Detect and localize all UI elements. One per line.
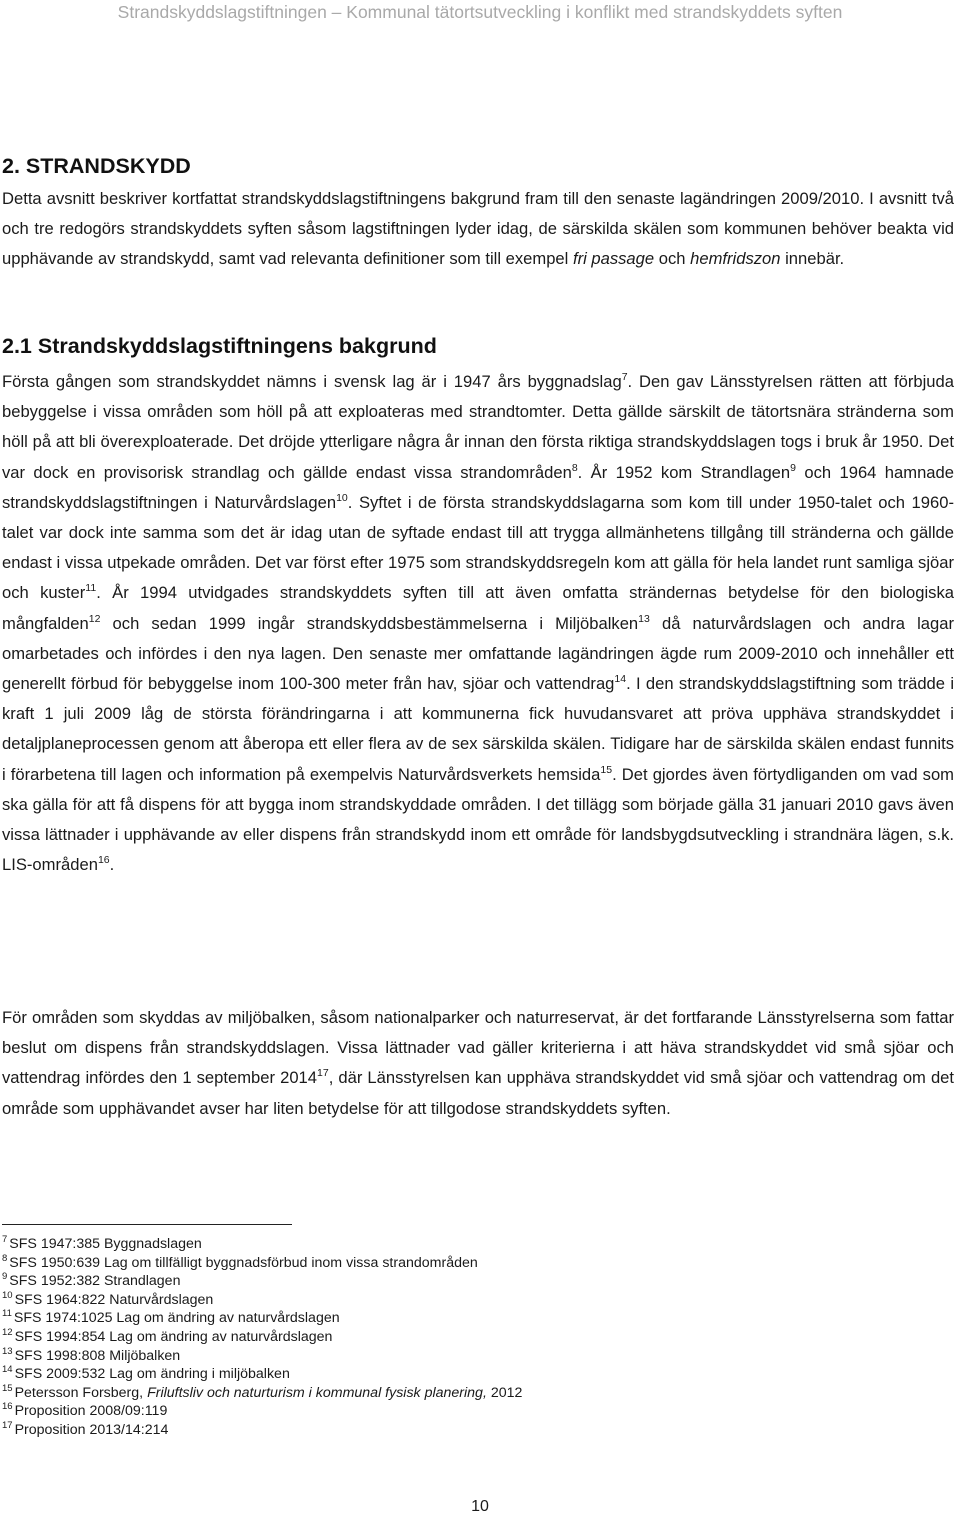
footnote-text: SFS 1994:854 Lag om ändring av naturvårdslagen (14, 1328, 333, 1345)
subsection-heading: 2.1 Strandskyddslagstiftningens bakgrund (2, 334, 437, 358)
footnote-number: 12 (2, 1326, 13, 1338)
footnote-number: 10 (2, 1289, 13, 1301)
footnote-ref[interactable]: 12 (88, 612, 101, 625)
footnote-ref[interactable]: 17 (317, 1067, 329, 1080)
footnote-number: 13 (2, 1345, 13, 1357)
footnote (2, 1421, 802, 1440)
footnote-divider (2, 1224, 292, 1225)
bg-text: och 1964 hamnade strandskyddslagstiftningen i Naturvårdslagen (2, 462, 954, 512)
intro-paragraph (2, 184, 954, 275)
intro-term-fri-passage: fri passage (572, 249, 655, 269)
footnote-ref[interactable]: 10 (336, 491, 348, 504)
footnote-text: SFS 1974:1025 Lag om ändring av naturvårdslagen (13, 1310, 340, 1327)
footnote-ref[interactable]: 8 (571, 461, 578, 474)
footnote-number: 17 (2, 1419, 13, 1431)
closing-text: För områden som skyddas av miljöbalken, såsom nationalparker och naturreservat, är det fortfarande Länsstyrelserna som fattar beslut om dispens från strandskyddslagen. Vissa lättnader vad gäller kriterierna i att häva strandskyddet vid små sjöar och vattendrag infördes den 1 september 2014 (2, 1008, 954, 1088)
intro-text-2: och (654, 249, 691, 269)
footnote (2, 1384, 802, 1403)
footnote-text: SFS 1947:385 Byggnadslagen (9, 1236, 202, 1252)
bg-text: . År 1994 utvidgades strandskyddets syften till att även omfatta strändernas betydelse för den biologiska mångfalden (2, 583, 954, 633)
bg-text: . Den gav Länsstyrelsen rätten att förbjuda bebyggelse i vissa områden som höll på att exploateras med strandtomter. Detta gällde särskilt de tätortsnära stränderna som höll på att bli överexploaterade. Det dröjde ytterligare några år innan den första riktiga strandskyddslagen togs i bruk år 1950. Det var dock en provisorisk strandlag och gällde endast vissa strandområden (2, 372, 954, 482)
bg-text: . (109, 855, 115, 875)
footnotes-list (2, 1235, 802, 1440)
footnote-ref[interactable]: 11 (85, 582, 97, 595)
closing-text: , där Länsstyrelsen kan upphäva strandskyddet vid små sjöar och vattendrag om det område som upphävandet avser har liten betydelse för att tillgodose strandskyddets syften. (2, 1068, 955, 1118)
header-separator: – (326, 2, 347, 22)
bg-text: och sedan 1999 ingår strandskyddsbestämmelserna i Miljöbalken (100, 613, 639, 633)
footnote (2, 1402, 802, 1421)
footnote (2, 1347, 802, 1366)
footnote-text: SFS 2009:532 Lag om ändring i miljöbalken (14, 1366, 290, 1383)
closing-paragraph (2, 1003, 954, 1124)
footnote (2, 1235, 802, 1254)
footnote-number: 8 (2, 1252, 8, 1264)
header-title: Strandskyddslagstiftningen (117, 2, 327, 22)
footnote-number: 16 (2, 1401, 13, 1413)
footnote-text: Proposition 2008/09:119 (14, 1403, 168, 1420)
footnote-number: 7 (2, 1234, 8, 1245)
footnote (2, 1254, 802, 1273)
footnote-ref[interactable]: 9 (790, 461, 796, 474)
footnote-ref[interactable]: 7 (621, 371, 628, 383)
footnote-text: Petersson Forsberg, (14, 1384, 148, 1401)
bg-text: . Det gjordes även förtydliganden om vad som ska gälla för att få dispens för att bygga inom strandskyddade områden. I det tillägg som började gälla 31 januari 2010 gavs även vissa lättnader i upphävande av eller dispens från strandskydd inom ett område för landsbygdsutveckling i strandnära lägen, s.k. LIS-områden (2, 764, 954, 875)
footnote-ref[interactable]: 15 (600, 763, 613, 776)
intro-text-3: innebär. (780, 249, 845, 269)
footnote-number: 15 (2, 1382, 13, 1394)
footnote-text: Proposition 2013/14:214 (14, 1421, 169, 1438)
bg-text: . I den strandskyddslagstiftning som trädde i kraft 1 juli 2009 låg de största förändringarna i att kommunerna fick huvudansvaret att pröva upphäva strandskyddet i detaljplaneprocessen genom att åberopa ett eller flera av de sex särskilda skälen. Tidigare har de särskilda skälen endast funnits i förarbetena till lagen och information på exempelvis Naturvårdsverkets hemsida (2, 674, 955, 784)
background-paragraph (2, 367, 954, 880)
running-header (0, 0, 960, 24)
footnote-text: SFS 1952:382 Strandlagen (9, 1273, 181, 1290)
footnote-text: 2012 (486, 1384, 523, 1401)
footnote-book-title: Friluftsliv och naturturism i kommunal fysisk planering, (147, 1384, 487, 1401)
footnote-number: 11 (2, 1308, 12, 1320)
header-subtitle: Kommunal tätortsutveckling i konflikt med strandskyddets syften (346, 2, 843, 22)
footnote-ref[interactable]: 14 (614, 673, 627, 686)
footnote-text: SFS 1964:822 Naturvårdslagen (14, 1291, 214, 1308)
bg-text: . Syftet i de första strandskyddslagarna som kom till under 1950-talet och 1960-talet var dock inte samma som det är idag utan de syftade endast till att trygga allmänhetens tillgång till stränderna och gällde endast i vissa utpekade områden. Det var först efter 1975 som strandskyddsregeln kom att gälla för hela landet runt samliga sjöar och kuster (2, 492, 954, 603)
footnote (2, 1328, 802, 1347)
footnote (2, 1291, 802, 1310)
footnote (2, 1272, 802, 1291)
intro-text-1: Detta avsnitt beskriver kortfattat strandskyddslagstiftningens bakgrund fram till den senaste lagändringen 2009/2010. I avsnitt två och tre redogörs strandskyddets syften såsom lagstiftningen lyder idag, de särskilda skälen som kommunen behöver beakta vid upphävande av strandskydd, samt vad relevanta definitioner som till exempel (2, 189, 954, 269)
footnote (2, 1365, 802, 1384)
bg-text: Första gången som strandskyddet nämns i svensk lag är i 1947 års byggnadslag (2, 372, 622, 391)
bg-text: . År 1952 kom Strandlagen (577, 462, 791, 482)
footnote-number: 9 (2, 1271, 8, 1283)
footnote-ref[interactable]: 13 (638, 612, 650, 625)
page-number: 10 (471, 1498, 489, 1515)
footnote-number: 14 (2, 1364, 13, 1376)
footnote (2, 1309, 802, 1328)
footnote-text: SFS 1950:639 Lag om tillfälligt byggnadsförbud inom vissa strandområden (9, 1254, 478, 1271)
section-heading: 2. STRANDSKYDD (2, 154, 191, 178)
intro-term-hemfridszon: hemfridszon (690, 249, 781, 269)
footnote-ref[interactable]: 16 (97, 854, 110, 867)
bg-text: då naturvårdslagen och andra lagar omarbetades och infördes i den nya lagen. Den senaste mer omfattande lagändringen ägde rum 2009-2010 och innehåller ett generellt förbud för bebyggelse inom 100-300 meter från hav, sjöar och vattendrag (2, 613, 954, 694)
footnote-text: SFS 1998:808 Miljöbalken (14, 1347, 181, 1364)
